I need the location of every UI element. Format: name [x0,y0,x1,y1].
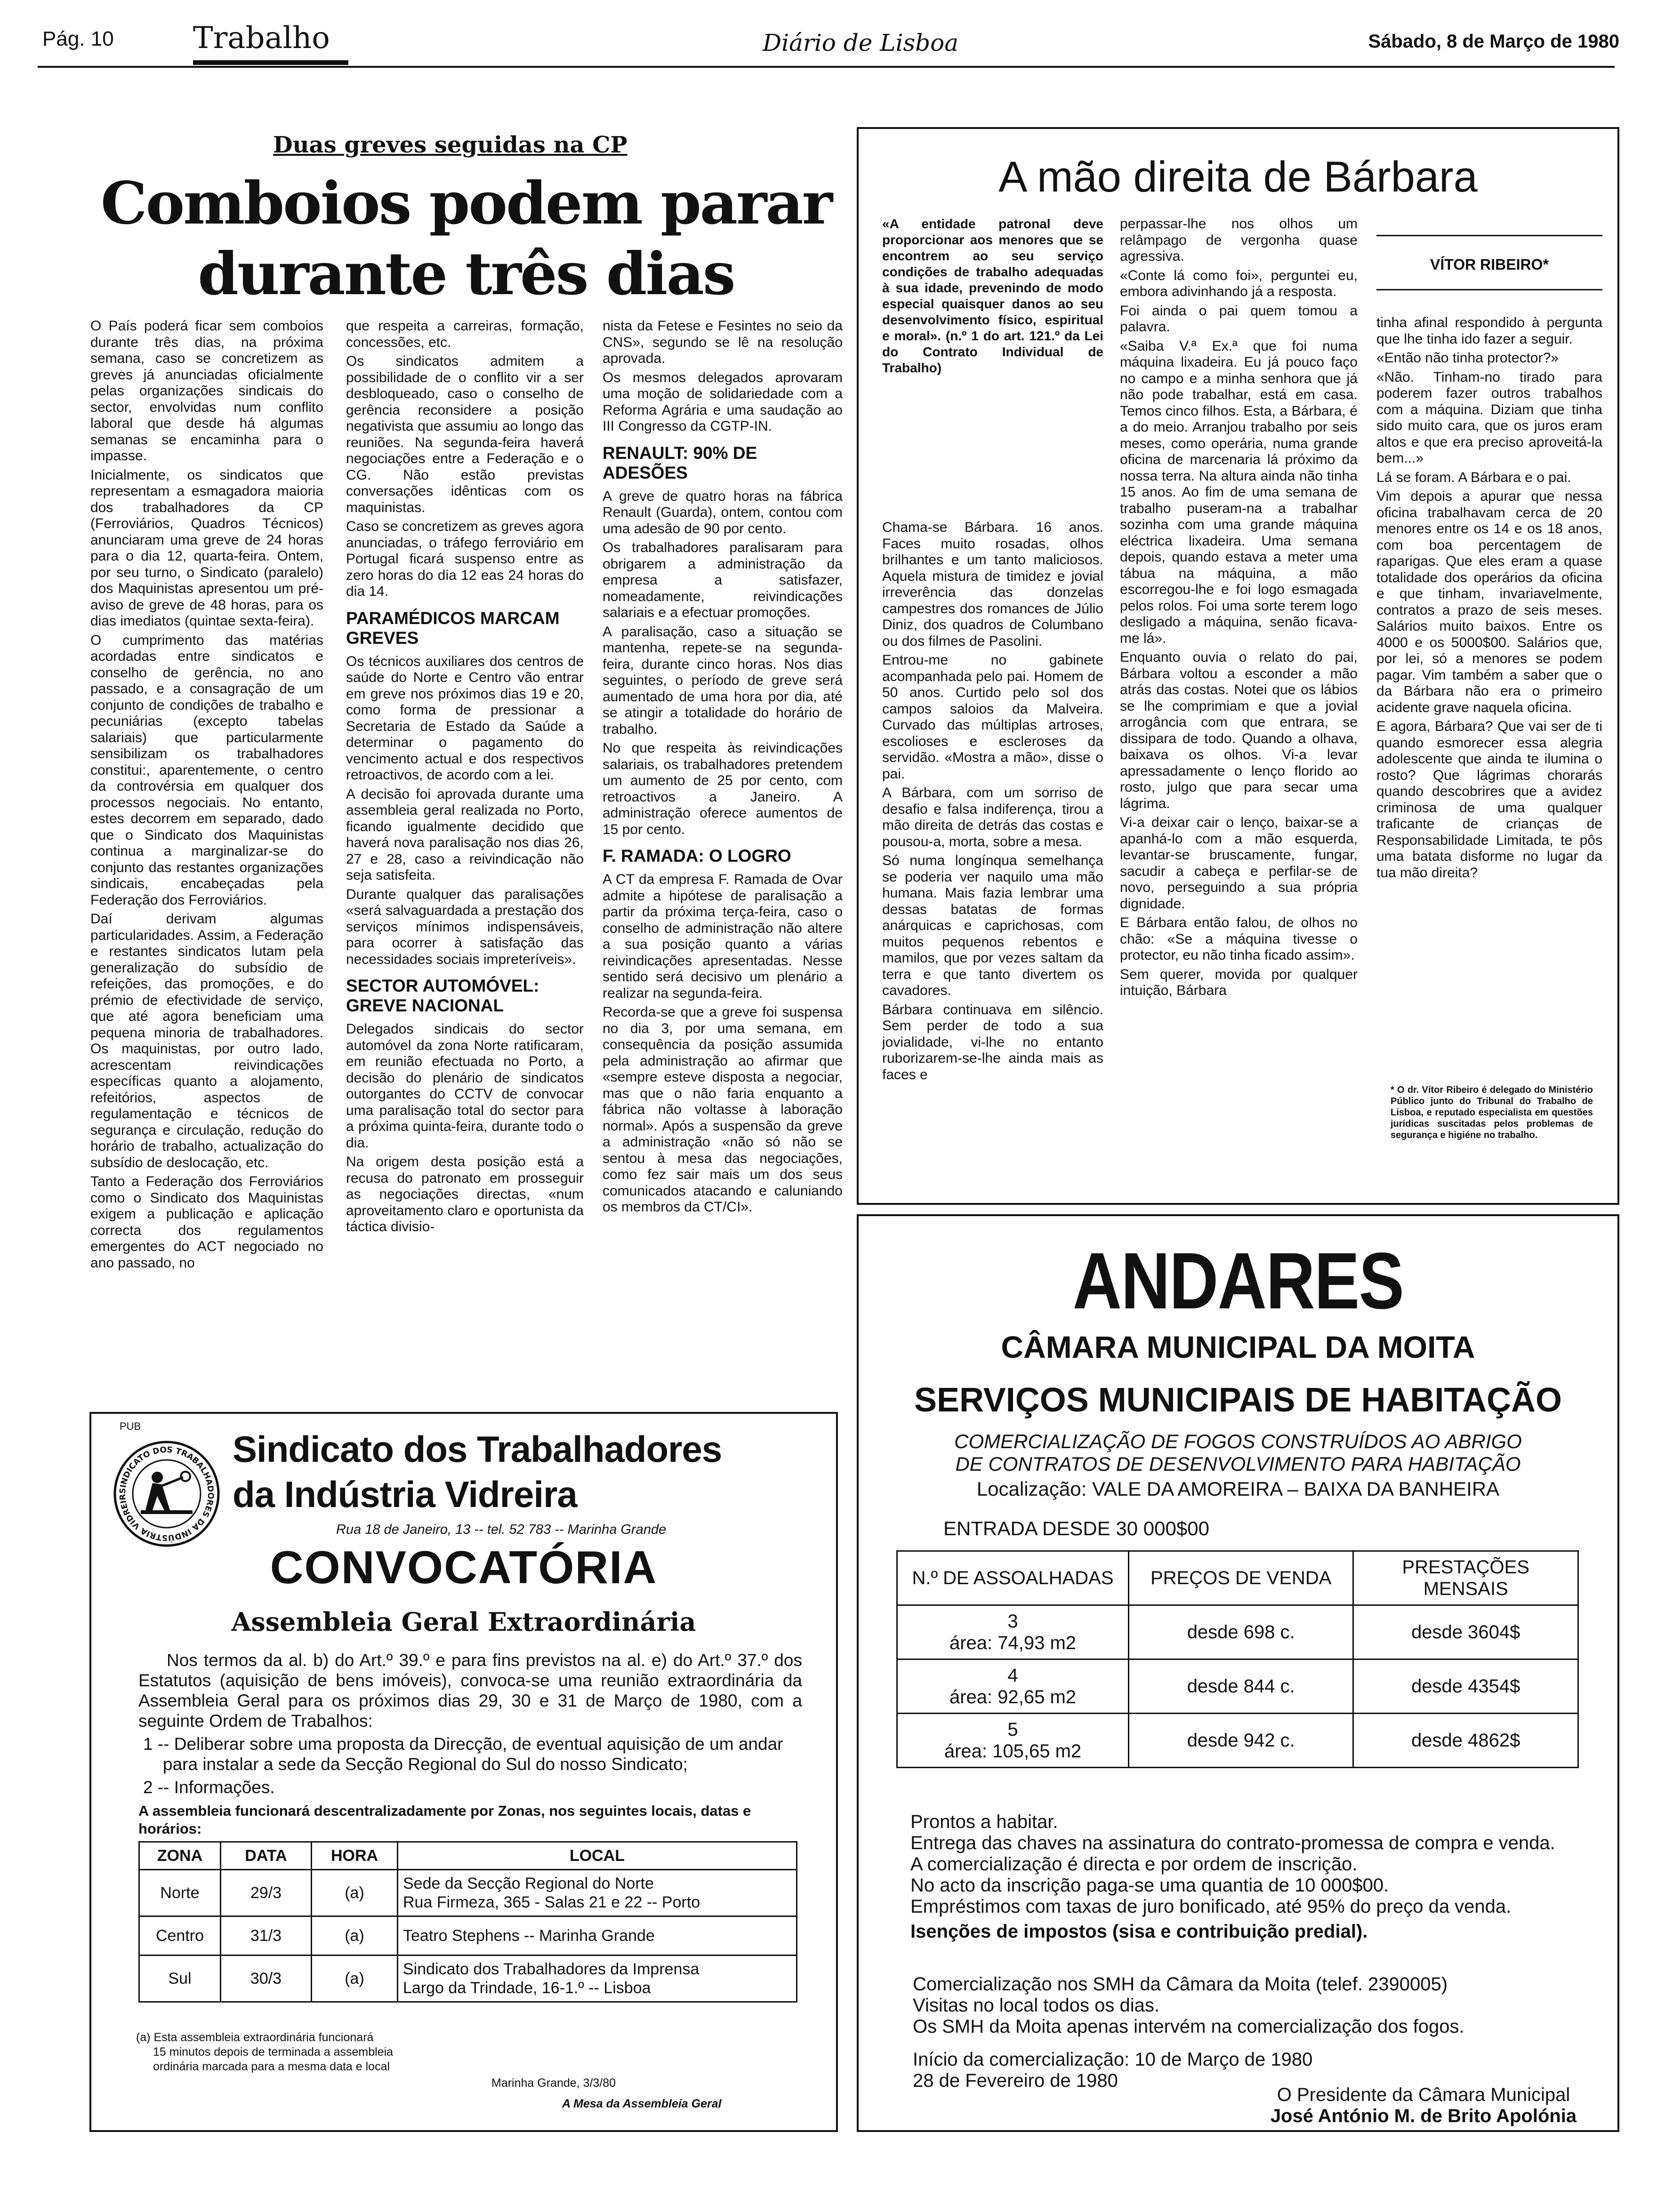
agenda-item-1: 1 -- Deliberar sobre uma proposta da Direcção, de eventual aquisição de um andar para instalar a sede da Secção Regional do Sul do nosso Sindicato; [143,1734,783,1774]
date-cell: 31/3 [221,1916,312,1956]
location-cell [398,1916,797,1956]
paragraph: O País poderá ficar sem comboios durante três dias, na próxima semana, caso se concretizem as greves já anunciadas oficialmente pelas organizações sindicais do sector, envolvidas num conflito laboral que desde há algumas semanas se encaminha para o impasse. [90,318,323,464]
byline-rule-top [1376,235,1602,236]
subheading-paramedicos: PARAMÉDICOS MARCAM GREVES [346,608,560,648]
subheading-sector-automovel: SECTOR AUTOMÓVEL: GREVE NACIONAL [346,976,539,1015]
paragraph: Recorda-se que a greve foi suspensa no dia 3, por uma semana, em consequência da posição assumida pela administração ao afirmar que «sempre esteve disposta a negociar, mas que o não faria enquanto a fábrica não voltasse à laboração normal». Após a suspensão da greve a administração «não só não se sentou à mesa das negociações, como fez sair mais um dos seus comunicados atacando e caluniando os membros da CT/CI». [603,1004,843,1215]
paragraph: Os técnicos auxiliares dos centros de saúde do Norte e Centro vão entrar em greve nos próximos dias 19 e 20, como forma de pressionar a Secretaria de Estado da Saúde a determinar o pagamento do vencimento actual e dos respectivos retroactivos, de acordo com a lei. [346,653,584,783]
zone-cell: Norte [139,1870,221,1916]
article-barbara [857,127,1619,1205]
paragraph: Enquanto ouvia o relato do pai, Bárbara voltou a esconder a mão atrás das costas. Notei que os lábios se lhe comprimiam e que a jovial arrogância com que entrara, se dissipara de todo. Quando a olhava, baixava os olhos. Vi-a levar apressadamente o lenço florido ao rosto, julgo que para secar uma lágrima. [1120,649,1358,811]
convocation-subtitle: Assembleia Geral Extraordinária [231,1607,696,1637]
contact-line: Comercialização nos SMH da Câmara da Moita (telef. 2390005) [913,1974,1448,1995]
paragraph: Os sindicatos admitem a possibilidade de o conflito vir a ser desbloqueado, caso o conselho de gerência reconsidere a posição negativista que assumiu ao longo das reuniões. Na segunda-feira haverá negociações entre a Federação e o CG. Não estão previstas conversações idênticas com os maquinistas. [346,353,584,515]
time-cell: (a) [312,1956,398,2002]
ad-title: ANDARES [1072,1236,1404,1326]
time-cell: (a) [312,1916,398,1956]
table-header: DATA [221,1842,312,1870]
article-quote: «A entidade patronal deve proporcionar aos menores que se encontrem ao seu serviço condições de trabalho adequadas à sua idade, prevenindo de modo especial quaisquer danos ao seu desenvolvimento físico, espiritual e moral». (n.º 1 do art. 121.º da Lei do Contrato Individual de Trabalho) [882,216,1103,375]
paragraph: Só numa longínqua semelhança se poderia ver naquilo uma mão humana. Mais fazia lembrar uma dessas batatas de formas anárquicas e caprichosas, com muitos pequenos rebentos e mamilos, que por vezes saltam da terra e que tanto divertem os cavadores. [882,853,1103,998]
apartments-table [896,1550,1579,1768]
table-header: PREÇOS DE VENDA [1128,1551,1353,1605]
date-cell: 30/3 [221,1956,312,2002]
newspaper-name: Diário de Lisboa [763,29,959,56]
seal-text: SINDICATO DOS TRABALHADORES DA INDÚSTRIA VIDREIR [118,1445,216,1543]
rooms-count: 5 [1007,1719,1018,1740]
table-header: PRESTAÇÕES MENSAIS [1353,1551,1578,1605]
installment-cell: desde 4862$ [1353,1714,1578,1768]
commercialization-line1: COMERCIALIZAÇÃO DE FOGOS CONSTRUÍDOS AO ABRIGO [954,1430,1522,1452]
paragraph: Os mesmos delegados aprovaram uma moção de solidariedade com a Reforma Agrária e uma saudação ao III Congresso da CGTP-IN. [603,369,843,434]
signing-date: 28 de Fevereiro de 1980 [913,2070,1118,2091]
info-line: A comercialização é directa e por ordem de inscrição. [910,1854,1358,1875]
table-header-row [139,1842,797,1870]
article-column-2 [1120,216,1358,1193]
table-row [897,1659,1578,1714]
page-number: Pág. 10 [42,27,114,50]
issue-date: Sábado, 8 de Março de 1980 [1368,31,1619,52]
price-cell: desde 942 c. [1128,1714,1353,1768]
location-line: Teatro Stephens -- Marinha Grande [403,1927,655,1945]
convocation-intro: Nos termos da al. b) do Art.º 39.º e para fins previstos na al. e) do Art.º 37.º dos Estatutos (aquisição de bens imóveis), convoca-se uma reunião extraordinária da Assembleia Geral para os próximos dias 29, 30 e 31 de Março de 1980, com a seguinte Ordem de Trabalhos: [138,1651,802,1731]
agenda-item-2: 2 -- Informações. [143,1778,275,1797]
article-title: A mão direita de Bárbara [998,153,1478,201]
location-line: Rua Firmeza, 365 - Salas 21 e 22 -- Porto [403,1893,700,1911]
paragraph: Inicialmente, os sindicatos que representam a esmagadora maioria dos trabalhadores da CP (Ferroviários, Quadros Técnicos) anunciaram uma greve de 24 horas para o dia 12, quarta-feira. Ontem, por seu turno, o Sindicato (paralelo) dos Maquinistas apresentou um pré-aviso de greve de 48 horas, para os dias imediatos (quintae sexta-feira). [90,467,323,629]
rooms-area: área: 74,93 m2 [949,1633,1077,1653]
paragraph: Os trabalhadores paralisaram para obrigarem a administração da empresa a satisfazer, nomeadamente, reivindicações salariais e a efectuar promoções. [603,540,843,620]
commercialization-line2: DE CONTRATOS DE DESENVOLVIMENTO PARA HABITAÇÃO [955,1453,1521,1475]
paragraph: Lá se foram. A Bárbara e o pai. [1376,469,1571,485]
ad-sindicato-vidreira [89,1412,838,2132]
paragraph: «Conte lá como foi», perguntei eu, embora adivinhando já a resposta. [1120,267,1358,299]
installment-cell: desde 3604$ [1353,1605,1578,1659]
paragraph: tinha afinal respondido à pergunta que lhe tinha ido fazer a seguir. [1376,315,1602,347]
paragraph: nista da Fetese e Fesintes no seio da CNS», segundo se lê na resolução aprovada. [603,318,843,366]
table-row [897,1714,1578,1768]
paragraph: Vi-a deixar cair o lenço, baixar-se a apanhá-lo com a mão esquerda, levantar-se bruscamente, fungar, sacudir a cabeça e perfilar-se de novo, perseguindo a sua própria dignidade. [1120,815,1358,912]
price-cell: desde 698 c. [1128,1605,1353,1659]
paragraph: Sem querer, movida por qualquer intuição, Bárbara [1120,966,1358,998]
paragraph: E Bárbara então falou, de olhos no chão: «Se a máquina tivesse o protector, eu não tinha ficado assim». [1120,915,1358,963]
president-name: José António M. de Brito Apolónia [1270,2106,1577,2126]
table-row [897,1605,1578,1659]
section-underline [193,60,348,65]
info-line: Entrega das chaves na assinatura do contrato-promessa de compra e venda. [910,1833,1555,1853]
byline-rule-bottom [1376,289,1602,290]
location-line: Sede da Secção Regional do Norte [403,1875,654,1892]
paragraph: Foi ainda o pai quem tomou a palavra. [1120,303,1358,335]
article-headline-line1: Comboios podem parar [100,169,832,238]
paragraph: Delegados sindicais do sector automóvel da zona Norte ratificaram, em reunião efectuada no Porto, a decisão do plenário de sindicatos outorgantes do CCTV de convocar uma paralisação total do sector para a próxima quinta-feira, durante todo o dia. [346,1021,584,1151]
contact-line: Os SMH da Moita apenas intervém na comercialização dos fogos. [913,2016,1464,2037]
rooms-count: 4 [1007,1665,1018,1686]
convocation-title: CONVOCATÓRIA [270,1541,658,1593]
paragraph: Na origem desta posição está a recusa do patronato em prosseguir as negociações directas, «num aproveitamento claro e oportunista da táctica divisio- [346,1154,584,1234]
section-title: Trabalho [193,21,330,56]
paragraph: Durante qualquer das paralisações «será salvaguardada a prestação dos serviços mínimos indispensáveis, para ocorrer à satisfação das necessidades sociais impreteríveis». [346,886,584,967]
ad-tag: PUB [120,1420,141,1432]
zone-cell: Sul [139,1956,221,2002]
paragraph: Chama-se Bárbara. 16 anos. Faces muito rosadas, olhos brilhantes e um tanto maliciosos. Aquela mistura de timidez e jovial irreverência das donzelas campestres dos romances de Júlio Diniz, dos quadros de Columbano ou dos filmes de Pasolini. [882,520,1103,649]
footnote-a [136,2030,393,2074]
paragraph: A CT da empresa F. Ramada de Ovar admite a hipótese de paralisação a partir da próxima terça-feira, caso o conselho de administração não altere a sua posição quanto a várias reivindicações apresentadas. Nesse sentido será decisivo um plenário a realizar na segunda-feira. [603,872,843,1001]
location-cell [398,1870,797,1916]
meeting-locations-table [138,1841,797,2003]
installment-cell: desde 4354$ [1353,1659,1578,1714]
paragraph: Daí derivam algumas particularidades. Assim, a Federação e restantes sindicatos lutam pela generalização do subsídio de refeições, das promoções, e do prémio de efectividade de serviço, que até agora beneficiam uma pequena minoria de trabalhadores. Os maquinistas, por outro lado, acrescentam reivindicações específicas quanto a alojamento, refeitórios, aspectos de regulamentação e técnicos de segurança e circulação, redução do horário de trabalho, actualização do subsídio de deslocação, etc. [90,911,323,1170]
paragraph: Caso se concretizem as greves agora anunciadas, o tráfego ferroviário em Portugal ficará suspenso entre as zero horas do dia 12 eas 24 horas do dia 14. [346,519,584,599]
ad-info [910,1811,1579,1942]
municipality-name: CÂMARA MUNICIPAL DA MOITA [1001,1330,1475,1364]
article-column-3 [1376,315,1602,1021]
table-header: LOCAL [398,1842,797,1870]
meeting-note: A assembleia funcionará descentralizadamente por Zonas, nos seguintes locais, datas e horários: [138,1803,751,1837]
table-header-row [897,1551,1578,1605]
paragraph: O cumprimento das matérias acordadas entre sindicatos e conselho de gerência, no ano passado, e a consagração de um conjunto de condições de trabalho e pecuniárias (excepto tabelas salariais) que particularmente sensibilizam os trabalhadores constitui:, aparentemente, o centro da controvérsia em qualquer dos processos negociais. No entanto, estes decorrem em separado, dado que o Sindicato dos Maquinistas continua a marginalizar-se do conjunto das restantes organizações sindicais, encabeçadas pela Federação dos Ferroviários. [90,632,323,908]
subheading-renault: RENAULT: 90% DE ADESÕES [603,443,757,482]
paragraph: que respeita a carreiras, formação, concessões, etc. [346,318,584,350]
article-headline-line2: durante três dias [198,240,734,308]
location: Localização: VALE DA AMOREIRA – BAIXA DA BANHEIRA [976,1478,1500,1500]
rooms-area: área: 105,65 m2 [944,1741,1082,1762]
info-line: No acto da inscrição paga-se uma quantia de 10 000$00. [910,1875,1389,1896]
article-column-1 [882,520,1103,1188]
president-title: O Presidente da Câmara Municipal [1277,2084,1570,2105]
union-name-line1: Sindicato dos Trabalhadores [233,1428,722,1470]
header-rule [38,66,1615,68]
paragraph: Tanto a Federação dos Ferroviários como o Sindicato dos Maquinistas exigem a publicação e aplicação correcta dos regulamentos emergentes do ACT negociado no ano passado, no [90,1174,323,1271]
article-cp-strikes [85,127,847,1398]
paragraph: No que respeita às reivindicações salariais, os trabalhadores pretendem um aumento de 25 por cento, com retroactivos a Janeiro. A administração oferece aumentos de 15 por cento. [603,740,843,837]
place-date: Marinha Grande, 3/3/80 [491,2076,616,2090]
signature: A Mesa da Assembleia Geral [562,2097,722,2110]
table-row [139,1956,797,2002]
rooms-cell [897,1659,1129,1714]
location-cell [398,1956,797,2002]
info-line: Empréstimos com taxas de juro bonificado, até 95% do preço da venda. [910,1896,1512,1917]
location-line: Largo da Trindade, 16-1.º -- Lisboa [403,1979,651,1997]
date-cell: 29/3 [221,1870,312,1916]
contact-line: Visitas no local todos os dias. [913,1995,1160,2016]
page-header [0,0,1657,71]
table-header: ZONA [139,1842,221,1870]
rooms-cell [897,1605,1129,1659]
zone-cell: Centro [139,1916,221,1956]
paragraph: A paralisação, caso a situação se mantenha, repete-se na segunda-feira, durante cinco horas. Nos dias seguintes, o período de greve será aumentado de uma hora por dia, até se atingir a totalidade do horário de trabalho. [603,624,843,737]
footnote-line: 15 minutos depois de terminada a assembleia [153,2045,394,2059]
rooms-cell [897,1714,1129,1768]
service-name: SERVIÇOS MUNICIPAIS DE HABITAÇÃO [914,1381,1562,1419]
footnote-line: ordinária marcada para a mesma data e local [153,2060,390,2073]
exemptions: Isenções de impostos (sisa e contribuição predial). [910,1921,1368,1942]
ad-contacts [913,1974,1581,2037]
table-header: HORA [312,1842,398,1870]
info-line: Prontos a habitar. [910,1811,1058,1832]
paragraph: A decisão foi aprovada durante uma assembleia geral realizada no Porto, ficando igualmente decidido que haverá nova paralisação nos dias 26, 27 e 28, caso a reivindicação não seja satisfeita. [346,786,584,883]
table-header: N.º DE ASSOALHADAS [897,1551,1129,1605]
paragraph: A Bárbara, com um sorriso de desafio e falsa indiferença, tirou a mão direita de detrás das costas e pousou-a, morta, sobre a mesa. [882,785,1103,850]
table-row [139,1916,797,1956]
union-seal-icon [113,1440,221,1548]
price-cell: desde 844 c. [1128,1659,1353,1714]
union-address: Rua 18 de Janeiro, 13 -- tel. 52 783 -- Marinha Grande [336,1522,667,1537]
paragraph: A greve de quatro horas na fábrica Renault (Guarda), ontem, contou com uma adesão de 90 por cento. [603,488,843,537]
rooms-count: 3 [1007,1611,1018,1632]
article-kicker: Duas greves seguidas na CP [273,132,627,158]
paragraph: «Então não tinha protector?» [1376,350,1559,366]
time-cell: (a) [312,1870,398,1916]
paragraph: Entrou-me no gabinete acompanhada pelo pai. Homem de 50 anos. Curtido pelo sol dos campos saloios da Malveira. Curvado das múltiplas artroses, escolioses e escleroses da servidão. «Mostra a mão», disse o pai. [882,652,1103,782]
article-column-2 [346,318,584,1424]
subheading-ramada: F. RAMADA: O LOGRO [603,846,791,866]
paragraph: E agora, Bárbara? Que vai ser de ti quando esmorecer essa alegria adolescente que ainda te ilumina o rosto? Que lágrimas chorarás quando descobrires que a avidez criminosa de uma qualquer traficante de crianças de Responsabilidade Limitada, te pôs uma batata disforme no lugar da tua mão direita? [1376,719,1602,881]
entry-price: ENTRADA DESDE 30 000$00 [943,1517,1209,1539]
paragraph: perpassar-lhe nos olhos um relâmpago de vergonha quase agressiva. [1120,216,1358,264]
table-row [139,1870,797,1916]
rooms-area: área: 92,65 m2 [949,1687,1077,1707]
union-name-line2: da Indústria Vidreira [233,1474,577,1515]
paragraph: «Saiba V.ª Ex.ª que foi numa máquina lixadeira. Eu já pouco faço no campo e a minha senhora que já não pode trabalhar, está em casa. Temos cinco filhos. Esta, a Bárbara, é a do meio. Arranjou trabalho por seis meses, como operária, numa grande oficina de marcenaria lá próximo da nossa terra. Na altura ainda não tinha 15 anos. Ao fim de uma semana de trabalho puseram-na a trabalhar sozinha com uma grande máquina eléctrica lixadeira. Uma semana depois, quando estava a meter uma tábua na máquina, a mão escorregou-lhe e foi logo esmagada pelos rolos. Foi uma sorte terem logo desligado a máquina, senão ficava-me lá». [1120,338,1358,646]
location-line: Sindicato dos Trabalhadores da Imprensa [403,1960,700,1978]
start-date: Início da comercialização: 10 de Março de 1980 [913,2049,1313,2070]
footnote-line: (a) Esta assembleia extraordinária funcionará [136,2031,374,2044]
byline: VÍTOR RIBEIRO* [1430,256,1549,273]
author-footnote: * O dr. Vítor Ribeiro é delegado do Ministério Público junto do Tribunal do Trabalho de Lisboa, e reputado especialista em questões jurídicas suscitadas pelos problemas de segurança e higiéne no trabalho. [1391,1085,1593,1140]
paragraph: «Não. Tinham-no tirado para poderem fazer outros trabalhos com a máquina. Diziam que tinha sido muito cara, que os juros eram altos e que era preciso aproveitá-la bem...» [1376,369,1602,466]
paragraph: Vim depois a apurar que nessa oficina trabalhavam cerca de 20 menores entre os 14 e os 18 anos, com boa percentagem de raparigas. Que eles eram a quase totalidade dos operários da oficina e que tinham, invariavelmente, contratos a prazo de seis meses. Salários muito baixos. Entre os 4000 e os 5000$00. Salários que, por lei, só a menores se podem pagar. Vim também a saber que o da Bárbara não era o primeiro acidente grave naquela oficina. [1376,489,1602,715]
paragraph: Bárbara continuava em silêncio. Sem perder de todo a sua jovialidade, vi-lhe no entanto ruborizarem-se-lhe ainda mais as faces e [882,1002,1103,1082]
article-column-3 [603,318,843,1424]
article-column-1 [90,318,323,1424]
ad-andares [857,1214,1619,2132]
